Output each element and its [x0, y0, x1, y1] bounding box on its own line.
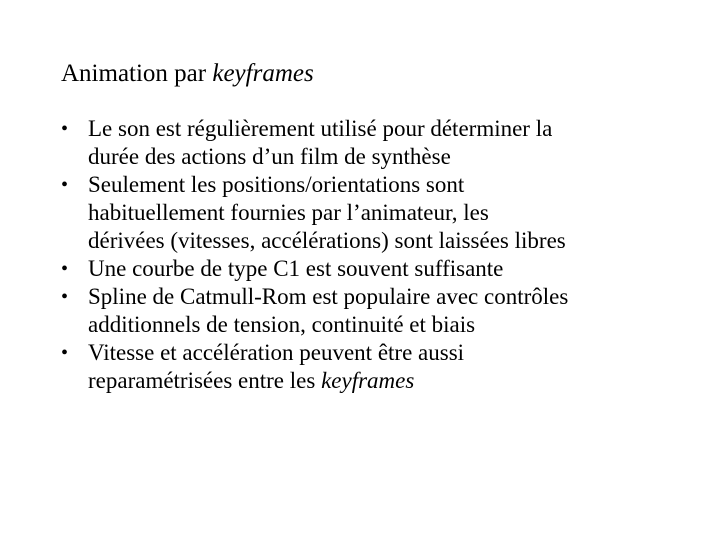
bullet-line: Vitesse et accélération peuvent être aussi: [88, 340, 465, 365]
bullet-text: [88, 171, 701, 255]
bullet-text: [88, 115, 701, 171]
bullet-icon: •: [61, 342, 69, 364]
bullet-text: [88, 339, 701, 395]
bullet-icon: •: [61, 258, 69, 280]
bullet-line: dérivées (vitesses, accélérations) sont laissées libres: [88, 228, 566, 253]
bullet-icon: •: [61, 286, 69, 308]
bullet-item: [61, 115, 701, 171]
bullet-icon: •: [61, 174, 69, 196]
bullet-item: [61, 283, 701, 339]
bullet-line: Spline de Catmull-Rom est populaire avec contrôles: [88, 284, 569, 309]
bullet-line: Une courbe de type C1 est souvent suffisante: [88, 256, 504, 281]
bullet-line: Seulement les positions/orientations sont: [88, 172, 465, 197]
slide-title: [61, 58, 314, 90]
slide-title-text: Animation par: [61, 60, 213, 87]
bullet-list: [61, 115, 701, 395]
bullet-line: [88, 367, 701, 395]
bullet-text: [88, 283, 701, 339]
bullet-line: additionnels de tension, continuité et biais: [88, 312, 476, 337]
bullet-item: [61, 255, 701, 283]
bullet-line: Le son est régulièrement utilisé pour déterminer la: [88, 116, 553, 141]
bullet-line-emphasis: keyframes: [321, 368, 415, 393]
bullet-line: habituellement fournies par l’animateur, les: [88, 200, 489, 225]
bullet-item: [61, 171, 701, 255]
slide-title-emphasis: keyframes: [212, 60, 314, 87]
bullet-line-text: reparamétrisées entre les: [88, 368, 322, 393]
bullet-text: [88, 255, 701, 283]
bullet-icon: •: [61, 118, 69, 140]
bullet-line: durée des actions d’un film de synthèse: [88, 144, 451, 169]
bullet-item: [61, 339, 701, 395]
